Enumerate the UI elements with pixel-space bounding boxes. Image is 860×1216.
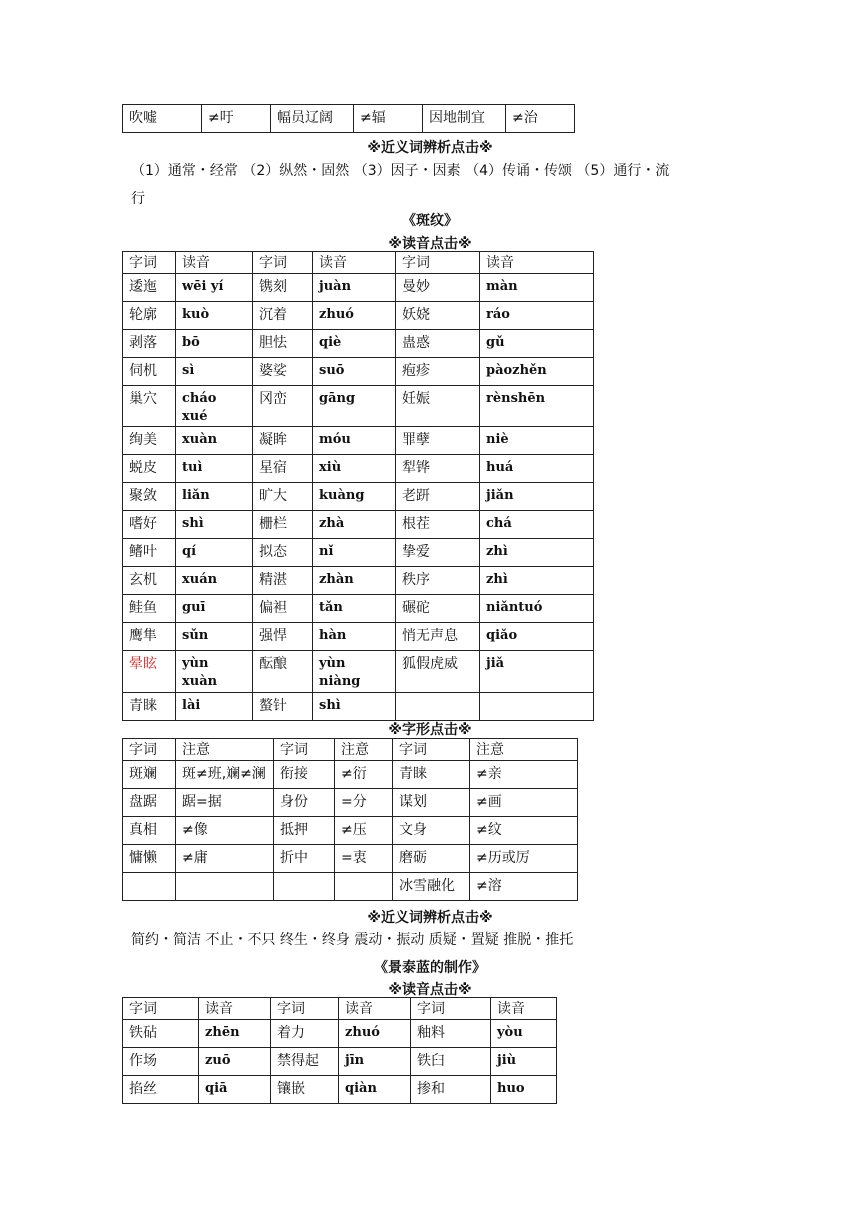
table-cell: 伺机 [123, 358, 176, 386]
table-cell: 鲑鱼 [123, 595, 176, 623]
table-cell: 掐丝 [123, 1076, 199, 1104]
table-cell: 注意 [470, 739, 578, 761]
table-cell [335, 873, 393, 901]
table-row [123, 623, 594, 651]
table-row [123, 845, 578, 873]
table-cell: zhàn [313, 567, 396, 595]
table-cell: 读音 [339, 998, 411, 1020]
table-row [123, 455, 594, 483]
table-cell: jiù [491, 1048, 557, 1076]
table-header-row [123, 998, 557, 1020]
table-header-row [123, 739, 578, 761]
table-cell: qiā [199, 1076, 271, 1104]
section-title: ※近义词辨析点击※ [367, 910, 493, 926]
table-cell: 凝眸 [253, 427, 313, 455]
table-cell: zhì [480, 567, 594, 595]
table-cell: sǔn [176, 623, 253, 651]
table-cell: 酝酿 [253, 651, 313, 693]
table-cell: pàozhěn [480, 358, 594, 386]
table-cell: 婆娑 [253, 358, 313, 386]
synonym-line: 简约・简洁 不止・不只 终生・终身 震动・振动 质疑・置疑 推脱・推托 [131, 932, 574, 948]
table-cell: 巢穴 [123, 386, 176, 427]
table-cell: sì [176, 358, 253, 386]
table-cell: 真相 [123, 817, 176, 845]
table-cell: 青睐 [393, 761, 470, 789]
table-row [123, 1048, 557, 1076]
table-cell: 字词 [253, 252, 313, 274]
table-cell: 秩序 [396, 567, 480, 595]
table-cell: qiàn [339, 1076, 411, 1104]
table-cell: 冰雪融化 [393, 873, 470, 901]
jtl-reading-table [122, 997, 557, 1104]
table-cell: ráo [480, 302, 594, 330]
table-cell: 字词 [123, 998, 199, 1020]
section-title: ※读音点击※ [388, 982, 472, 998]
table-cell: móu [313, 427, 396, 455]
table-cell: 磨砺 [393, 845, 470, 873]
table-cell: 栅栏 [253, 511, 313, 539]
table-cell: gǔ [480, 330, 594, 358]
table-cell: màn [480, 274, 594, 302]
table-cell: 偏袒 [253, 595, 313, 623]
table-cell: 挚爱 [396, 539, 480, 567]
table-cell: ≠历或厉 [470, 845, 578, 873]
table-cell: 罪孽 [396, 427, 480, 455]
table-cell: 字词 [396, 252, 480, 274]
table-cell: yòu [491, 1020, 557, 1048]
table-cell: niè [480, 427, 594, 455]
table-cell: zhà [313, 511, 396, 539]
table-cell: 嗜好 [123, 511, 176, 539]
table-cell: 妖娆 [396, 302, 480, 330]
table-cell: 文身 [393, 817, 470, 845]
table-cell: rènshēn [480, 386, 594, 427]
table-row [123, 693, 594, 721]
table-cell: niǎntuó [480, 595, 594, 623]
table-row [123, 761, 578, 789]
table-cell: zhēn [199, 1020, 271, 1048]
table-cell: 绚美 [123, 427, 176, 455]
table-cell: 根茬 [396, 511, 480, 539]
table-cell: 星宿 [253, 455, 313, 483]
table-row [123, 539, 594, 567]
table-row [123, 427, 594, 455]
table-cell [396, 693, 480, 721]
table-cell: jiǎn [480, 483, 594, 511]
table-cell: 慵懒 [123, 845, 176, 873]
table-cell: yùn niàng [313, 651, 396, 693]
table-cell: 轮廓 [123, 302, 176, 330]
table-cell: 鹰隼 [123, 623, 176, 651]
table-cell: 读音 [480, 252, 594, 274]
table-cell: lài [176, 693, 253, 721]
article-title: 《景泰蓝的制作》 [374, 960, 486, 976]
table-cell: 字词 [411, 998, 491, 1020]
table-cell: 妊娠 [396, 386, 480, 427]
table-cell: 蜕皮 [123, 455, 176, 483]
table-header-row [123, 252, 594, 274]
table-cell: juàn [313, 274, 396, 302]
table-cell: kuàng [313, 483, 396, 511]
table-cell: qí [176, 539, 253, 567]
table-row [123, 330, 594, 358]
table-cell: zhuó [339, 1020, 411, 1048]
table-cell: 斑斓 [123, 761, 176, 789]
table-cell: 旷大 [253, 483, 313, 511]
table-cell: =分 [335, 789, 393, 817]
table-cell: 衔接 [274, 761, 335, 789]
table-cell: hàn [313, 623, 396, 651]
table-cell: xuán [176, 567, 253, 595]
table-row [123, 873, 578, 901]
table-cell: 沉着 [253, 302, 313, 330]
table-cell: ≠纹 [470, 817, 578, 845]
table-cell: 碾砣 [396, 595, 480, 623]
table-cell: 狐假虎威 [396, 651, 480, 693]
table-cell [176, 873, 274, 901]
table-cell: ≠亲 [470, 761, 578, 789]
table-cell: bō [176, 330, 253, 358]
banwen-reading-table [122, 251, 594, 721]
table-row [123, 789, 578, 817]
synonym-line: （1）通常・经常 （2）纵然・固然 （3）因子・因素 （4）传诵・传颂 （5）通行・流 [131, 163, 670, 179]
table-cell: jīn [339, 1048, 411, 1076]
cell: 因地制宜 [423, 105, 506, 133]
table-cell: 斑≠班,斓≠澜 [176, 761, 274, 789]
table-cell: nǐ [313, 539, 396, 567]
cell: 吹嘘 [123, 105, 202, 133]
table-cell: 疱疹 [396, 358, 480, 386]
table-cell: 字词 [123, 739, 176, 761]
table-cell: 悄无声息 [396, 623, 480, 651]
cell: ≠辐 [354, 105, 423, 133]
table-cell: 盘踞 [123, 789, 176, 817]
table-cell: 字词 [123, 252, 176, 274]
table-cell: chá [480, 511, 594, 539]
table-cell [123, 873, 176, 901]
table-cell: 身份 [274, 789, 335, 817]
table-cell: huá [480, 455, 594, 483]
table-cell: ≠压 [335, 817, 393, 845]
table-cell: tuì [176, 455, 253, 483]
table-cell: ≠庸 [176, 845, 274, 873]
table-cell: 折中 [274, 845, 335, 873]
table-cell: 胆怯 [253, 330, 313, 358]
table-cell: 掺和 [411, 1076, 491, 1104]
table-row [123, 274, 594, 302]
section-title: ※近义词辨析点击※ [367, 140, 493, 156]
table-row [123, 1020, 557, 1048]
table-cell [480, 693, 594, 721]
table-cell: tǎn [313, 595, 396, 623]
banwen-form-table [122, 738, 578, 901]
table-cell: gāng [313, 386, 396, 427]
table-cell [274, 873, 335, 901]
table-row [123, 358, 594, 386]
table-cell: 注意 [335, 739, 393, 761]
table-row [123, 483, 594, 511]
table-cell: 蛊惑 [396, 330, 480, 358]
table-cell: 作场 [123, 1048, 199, 1076]
table-cell: xiù [313, 455, 396, 483]
table-cell: 曼妙 [396, 274, 480, 302]
table-cell: 老趼 [396, 483, 480, 511]
table-cell: cháo xué [176, 386, 253, 427]
table-cell: 抵押 [274, 817, 335, 845]
table-cell: 聚敛 [123, 483, 176, 511]
table-cell: liǎn [176, 483, 253, 511]
table-cell: 逶迤 [123, 274, 176, 302]
table-row [123, 302, 594, 330]
table-cell: 晕眩 [123, 651, 176, 693]
table-cell: 读音 [313, 252, 396, 274]
table-cell: =衷 [335, 845, 393, 873]
table-cell: guī [176, 595, 253, 623]
section-title: ※读音点击※ [388, 236, 472, 252]
table-cell: qiǎo [480, 623, 594, 651]
table-cell: yùn xuàn [176, 651, 253, 693]
table-cell: jiǎ [480, 651, 594, 693]
table-cell: 剥落 [123, 330, 176, 358]
table-cell: 踞=据 [176, 789, 274, 817]
table-cell: 着力 [271, 1020, 339, 1048]
table-cell: xuàn [176, 427, 253, 455]
table-cell: ≠衍 [335, 761, 393, 789]
table-cell: 读音 [491, 998, 557, 1020]
table-cell: zhì [480, 539, 594, 567]
table-cell: 谋划 [393, 789, 470, 817]
table-row [123, 595, 594, 623]
table-cell: kuò [176, 302, 253, 330]
table-row [123, 386, 594, 427]
table-cell: 注意 [176, 739, 274, 761]
table-cell: 铁砧 [123, 1020, 199, 1048]
synonym-line-cont: 行 [131, 191, 145, 207]
table-cell: 强悍 [253, 623, 313, 651]
table-cell: 冈峦 [253, 386, 313, 427]
table-cell: 读音 [199, 998, 271, 1020]
table-row [123, 511, 594, 539]
table-cell: ≠像 [176, 817, 274, 845]
table-cell: 螯针 [253, 693, 313, 721]
table-cell: 字词 [274, 739, 335, 761]
table-row [123, 1076, 557, 1104]
table-cell: 镌刻 [253, 274, 313, 302]
table-cell: 字词 [271, 998, 339, 1020]
table-cell: shì [176, 511, 253, 539]
section-title: ※字形点击※ [388, 722, 472, 738]
table-row [123, 817, 578, 845]
table-cell: 鳍叶 [123, 539, 176, 567]
table-cell: 禁得起 [271, 1048, 339, 1076]
table-cell: 青睐 [123, 693, 176, 721]
table-cell: 拟态 [253, 539, 313, 567]
table-row [123, 567, 594, 595]
table-cell: 精湛 [253, 567, 313, 595]
table-row [123, 651, 594, 693]
article-title: 《斑纹》 [402, 213, 458, 229]
cell: 幅员辽阔 [271, 105, 354, 133]
table-cell: suō [313, 358, 396, 386]
table-cell: 犁铧 [396, 455, 480, 483]
table-cell: qiè [313, 330, 396, 358]
table-cell: 玄机 [123, 567, 176, 595]
cell: ≠吁 [202, 105, 271, 133]
table-cell: 镶嵌 [271, 1076, 339, 1104]
table-cell: ≠画 [470, 789, 578, 817]
table-cell: 读音 [176, 252, 253, 274]
table-cell: zhuó [313, 302, 396, 330]
table-cell: ≠溶 [470, 873, 578, 901]
table-cell: wēi yí [176, 274, 253, 302]
table-cell: 铁臼 [411, 1048, 491, 1076]
table-cell: shì [313, 693, 396, 721]
table-cell: zuō [199, 1048, 271, 1076]
cell: ≠治 [506, 105, 575, 133]
table-cell: 釉料 [411, 1020, 491, 1048]
table-cell: huo [491, 1076, 557, 1104]
top-table [122, 104, 575, 133]
table-cell: 字词 [393, 739, 470, 761]
